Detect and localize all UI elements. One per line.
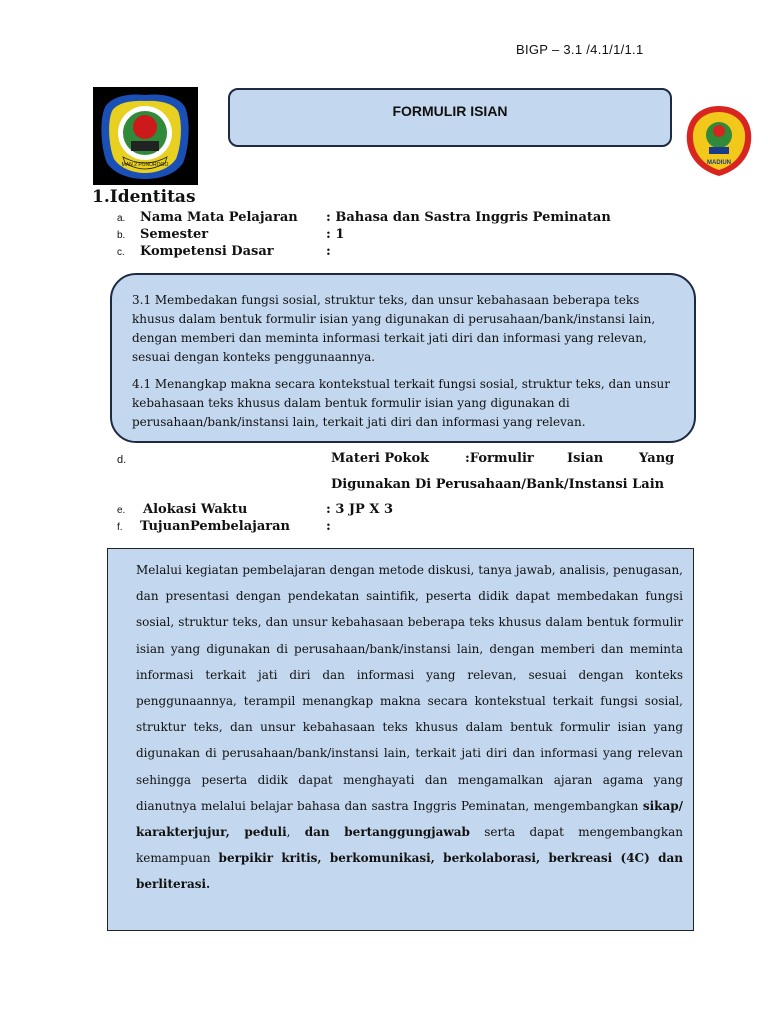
kd-4-1-text: 4.1 Menangkap makna secara kontekstual terkait fungsi sosial, struktur teks, dan unsur kebahasaan teks khusus dalam bentuk formulir isian yang digunakan di perusahaan/bank/instansi lain, terkait jati diri dan informasi yang relevan.: [132, 377, 670, 429]
learning-objective-text: [136, 557, 683, 898]
objective-bold-responsible: dan bertanggungjawab: [304, 825, 470, 840]
document-code: BIGP – 3.1 /4.1/1/1.1: [516, 42, 644, 57]
objective-label: TujuanPembelajaran: [140, 519, 290, 534]
learning-objective-box: [107, 548, 694, 931]
school-logo-left: [93, 87, 198, 185]
material-label: Materi Pokok: [331, 451, 430, 466]
row-d-letter: d.: [117, 454, 127, 466]
row-a-letter: a.: [117, 213, 126, 224]
objective-part1: Melalui kegiatan pembelajaran dengan metode diskusi, tanya jawab, analisis, penugasan, dan presentasi dengan pendekatan saintifik, peserta didik dapat membedakan fungsi sosial, struktur teks, dan unsur kebahasaan beberapa teks khusus dalam bentuk formulir isian yang digunakan di perusahaan/bank/instansi lain, dengan memberi dan meminta informasi terkait jati diri dan informasi yang relevan, sesuai dengan konteks penggunaannya, terampil menangkap makna secara kontekstual terkait fungsi sosial, struktur teks, dan unsur kebahasaan teks khusus dalam bentuk formulir isian yang digunakan di perusahaan/bank/instansi lain, terkait jati diri dan informasi yang relevan sehingga peserta didik dapat menghayati dan mengamalkan ajaran agama yang dianutnya melalui belajar bahasa dan sastra Inggris Peminatan, mengembangkan: [136, 563, 683, 813]
row-e-letter: e.: [117, 505, 126, 516]
kd-3-1-text: 3.1 Membedakan fungsi sosial, struktur teks, dan unsur kebahasaan beberapa teks khusus dalam bentuk formulir isian yang digunakan di perusahaan/bank/instansi lain, dengan memberi dan meminta informasi terkait jati diri dan informasi yang relevan, sesuai dengan konteks penggunaannya.: [132, 293, 656, 364]
form-title: FORMULIR ISIAN: [392, 102, 508, 119]
material-word-yang: Yang: [639, 451, 675, 466]
section-heading: 1.Identitas: [92, 187, 196, 207]
subject-value: : Bahasa dan Sastra Inggris Peminatan: [326, 210, 611, 225]
objective-bold-attitude: sikap/ karakterjujur, peduli: [136, 798, 683, 840]
objective-bold-4c: berpikir kritis, berkomunikasi, berkolaborasi, berkreasi (4C) dan berliterasi.: [136, 851, 683, 892]
material-word-isian: Isian: [567, 451, 604, 466]
time-value: : 3 JP X 3: [326, 502, 394, 517]
row-f-letter: f.: [117, 522, 123, 533]
objective-colon: :: [326, 519, 331, 534]
row-c-letter: c.: [117, 247, 125, 258]
objective-comma: ,: [286, 825, 305, 840]
objective-part2: serta dapat mengembangkan kemampuan: [136, 825, 683, 866]
competency-label: Kompetensi Dasar: [140, 244, 274, 259]
logo-ribbon-text: MAN 2 PONOROGO: [121, 162, 169, 168]
time-label: Alokasi Waktu: [143, 502, 248, 517]
material-value-end: Digunakan Di Perusahaan/Bank/Instansi Lain: [331, 477, 665, 492]
subject-label: Nama Mata Pelajaran: [140, 210, 298, 225]
material-value-start: :Formulir: [465, 451, 534, 466]
row-b-letter: b.: [117, 230, 126, 241]
semester-value: : 1: [326, 227, 345, 242]
logo-label: MADIUN: [707, 160, 731, 166]
competency-value: :: [326, 244, 331, 259]
basic-competency-box: [110, 273, 696, 443]
school-logo-right: [683, 103, 755, 179]
semester-label: Semester: [140, 227, 209, 242]
form-title-box: [228, 88, 672, 147]
